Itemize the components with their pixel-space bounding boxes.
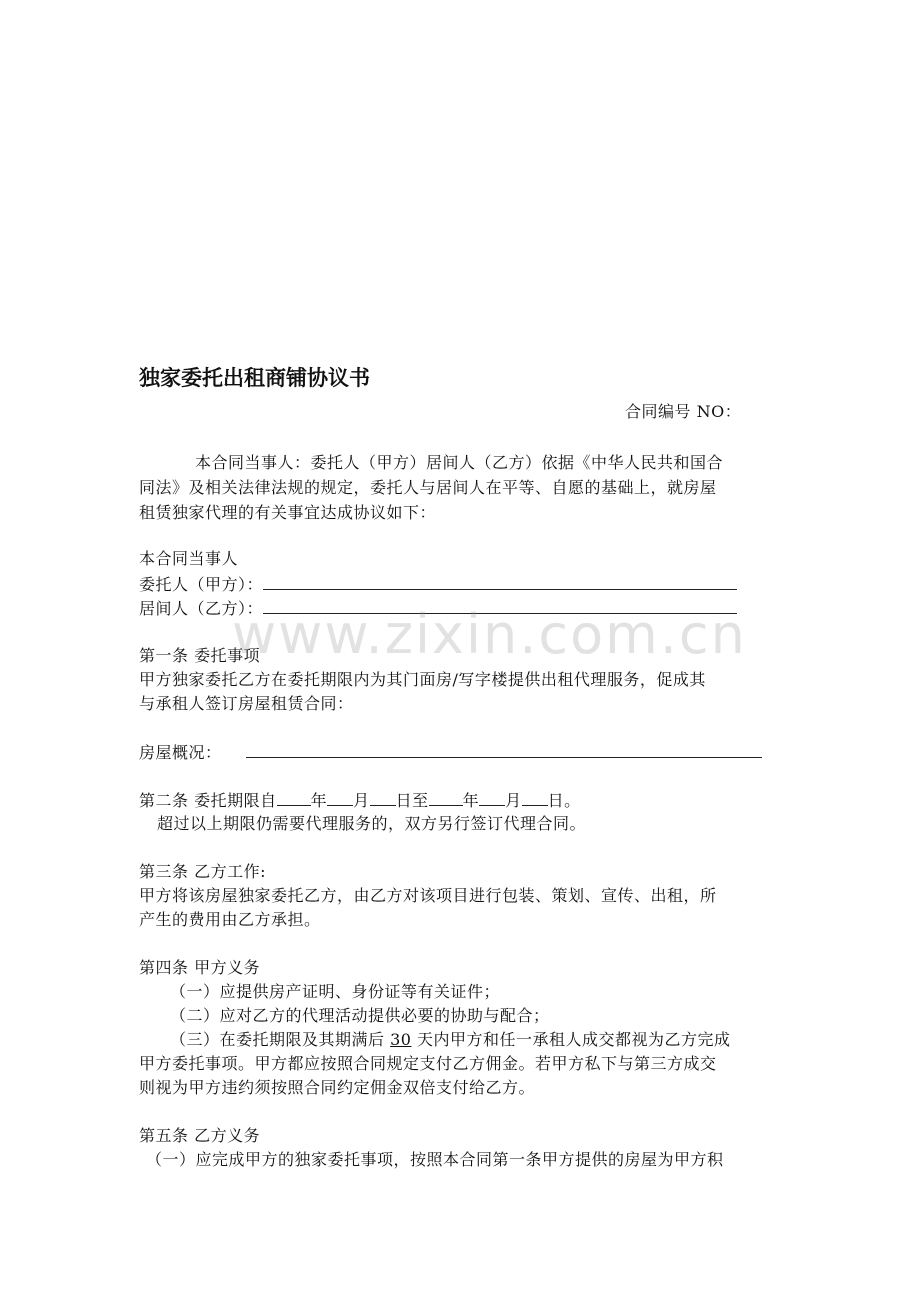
end-year-blank[interactable] — [429, 788, 463, 806]
document-title: 独家委托出租商铺协议书 — [139, 366, 370, 390]
start-day-blank[interactable] — [370, 788, 396, 806]
article3-heading: 第三条 乙方工作: — [139, 862, 266, 881]
article2-month-2: 月 — [505, 791, 522, 810]
article4-item-3 — [170, 1028, 731, 1052]
article1-heading: 第一条 委托事项 — [139, 646, 261, 665]
property-label: 房屋概况： — [139, 743, 222, 762]
article1-line-2: 与承租人签订房屋租赁合同： — [139, 694, 354, 713]
party-a-label: 委托人（甲方）： — [139, 575, 264, 594]
article2-day-end: 日。 — [547, 791, 581, 810]
property-row — [139, 740, 762, 765]
intro-line-3: 租赁独家代理的有关事宜达成协议如下： — [139, 503, 437, 522]
start-year-blank[interactable] — [277, 788, 311, 806]
end-day-blank[interactable] — [522, 788, 548, 806]
article5-item-1: （一）应完成甲方的独家委托事项，按照本合同第一条甲方提供的房屋为甲方积 — [146, 1150, 724, 1169]
intro-line-1: 本合同当事人：委托人（甲方）居间人（乙方）依据《中华人民共和国合 — [195, 453, 724, 472]
start-month-blank[interactable] — [327, 788, 353, 806]
party-a-row — [139, 572, 737, 597]
intro-line-2: 同法》及相关法律法规的规定，委托人与居间人在平等、自愿的基础上，就房屋 — [139, 478, 717, 497]
article4-item-3-suffix: 天内甲方和任一承租人成交都视为乙方完成 — [411, 1030, 731, 1049]
article4-item-3-line-3: 则视为甲方违约须按照合同约定佣金双倍支付给乙方。 — [139, 1078, 536, 1097]
end-month-blank[interactable] — [479, 788, 505, 806]
article4-item-1: （一）应提供房产证明、身份证等有关证件； — [170, 982, 501, 1001]
parties-heading: 本合同当事人 — [139, 549, 239, 568]
property-blank[interactable] — [246, 740, 762, 758]
article5-heading: 第五条 乙方义务 — [139, 1126, 261, 1145]
article4-item-3-line-2: 甲方委托事项。甲方都应按照合同规定支付乙方佣金。若甲方私下与第三方成交 — [139, 1054, 717, 1073]
article4-heading: 第四条 甲方义务 — [139, 958, 261, 977]
article2-prefix: 第二条 委托期限自 — [139, 791, 277, 810]
party-a-blank[interactable] — [263, 572, 737, 590]
article2-line — [139, 788, 581, 813]
article2-month-1: 月 — [353, 791, 370, 810]
article3-line-2: 产生的费用由乙方承担。 — [139, 910, 321, 929]
article2-note: 超过以上期限仍需要代理服务的，双方另行签订代理合同。 — [157, 814, 587, 833]
article3-line-1: 甲方将该房屋独家委托乙方，由乙方对该项目进行包装、策划、宣传、出租，所 — [139, 886, 717, 905]
article4-item-3-prefix: （三）在委托期限及其期满后 — [170, 1030, 391, 1049]
article2-year-2: 年 — [462, 791, 480, 810]
article1-line-1: 甲方独家委托乙方在委托期限内为其门面房/写字楼提供出租代理服务，促成其 — [139, 670, 706, 689]
watermark: www.zixin.com.cn — [232, 603, 747, 666]
article2-year-1: 年 — [310, 791, 328, 810]
article4-item-2: （二）应对乙方的代理活动提供必要的协助与配合； — [170, 1006, 550, 1025]
contract-number-label: 合同编号 NO： — [625, 402, 742, 421]
party-b-label: 居间人（乙方）： — [139, 599, 264, 618]
article2-day-to: 日至 — [395, 791, 429, 810]
article4-days-value: 30 — [390, 1030, 412, 1049]
